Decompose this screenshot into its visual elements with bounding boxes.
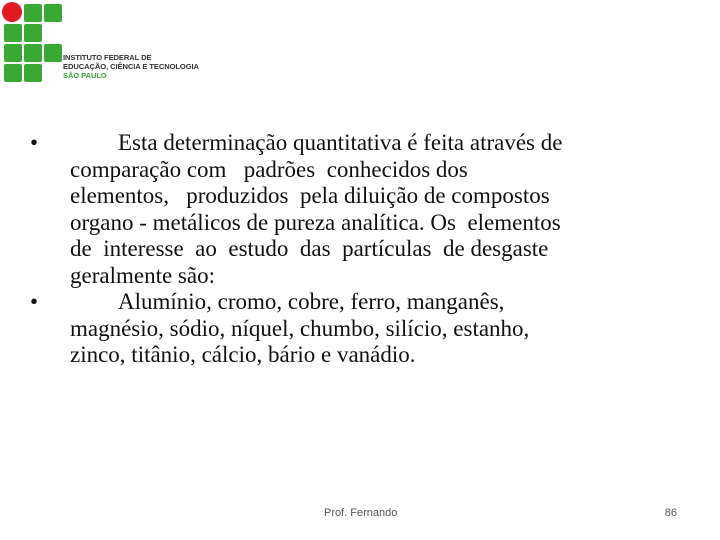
logo-line-2: EDUCAÇÃO, CIÊNCIA E TECNOLOGIA bbox=[63, 62, 199, 71]
logo-line-1: INSTITUTO FEDERAL DE bbox=[63, 53, 152, 62]
logo-square-icon bbox=[24, 24, 42, 42]
logo-square-icon bbox=[24, 4, 42, 22]
paragraph-line: Alumínio, cromo, cobre, ferro, manganês, bbox=[118, 289, 505, 314]
bullet-paragraph bbox=[30, 289, 680, 369]
footer-author: Prof. Fernando bbox=[324, 507, 398, 519]
paragraph-line: organo - metálicos de pureza analítica. Os elementos bbox=[70, 209, 561, 235]
logo-square-icon bbox=[24, 44, 42, 62]
logo-square-icon bbox=[4, 24, 22, 42]
bullet-paragraph bbox=[30, 130, 680, 289]
paragraph-line: magnésio, sódio, níquel, chumbo, silício, estanho, bbox=[70, 315, 530, 341]
logo-red-dot-icon bbox=[2, 2, 22, 22]
paragraph-line: comparação com padrões conhecidos dos bbox=[70, 156, 468, 182]
logo-square-icon bbox=[4, 44, 22, 62]
page-number: 86 bbox=[664, 507, 677, 519]
logo-text bbox=[63, 53, 199, 80]
paragraph-line: zinco, titânio, cálcio, bário e vanádio. bbox=[70, 342, 416, 367]
bullet-icon: • bbox=[30, 289, 39, 314]
paragraph-line: Esta determinação quantitativa é feita através de bbox=[118, 130, 563, 155]
paragraph-line: de interesse ao estudo das partículas de desgaste bbox=[70, 236, 549, 261]
logo-square-icon bbox=[44, 4, 62, 22]
logo-line-3: SÃO PAULO bbox=[63, 71, 107, 80]
paragraph-line: geralmente são: bbox=[70, 262, 215, 288]
logo-square-icon bbox=[4, 64, 22, 82]
institution-logo bbox=[0, 0, 220, 90]
logo-square-icon bbox=[24, 64, 42, 82]
bullet-icon: • bbox=[30, 130, 39, 155]
slide-body bbox=[30, 130, 680, 369]
paragraph-line: elementos, produzidos pela diluição de compostos bbox=[70, 183, 550, 208]
logo-square-icon bbox=[44, 44, 62, 62]
